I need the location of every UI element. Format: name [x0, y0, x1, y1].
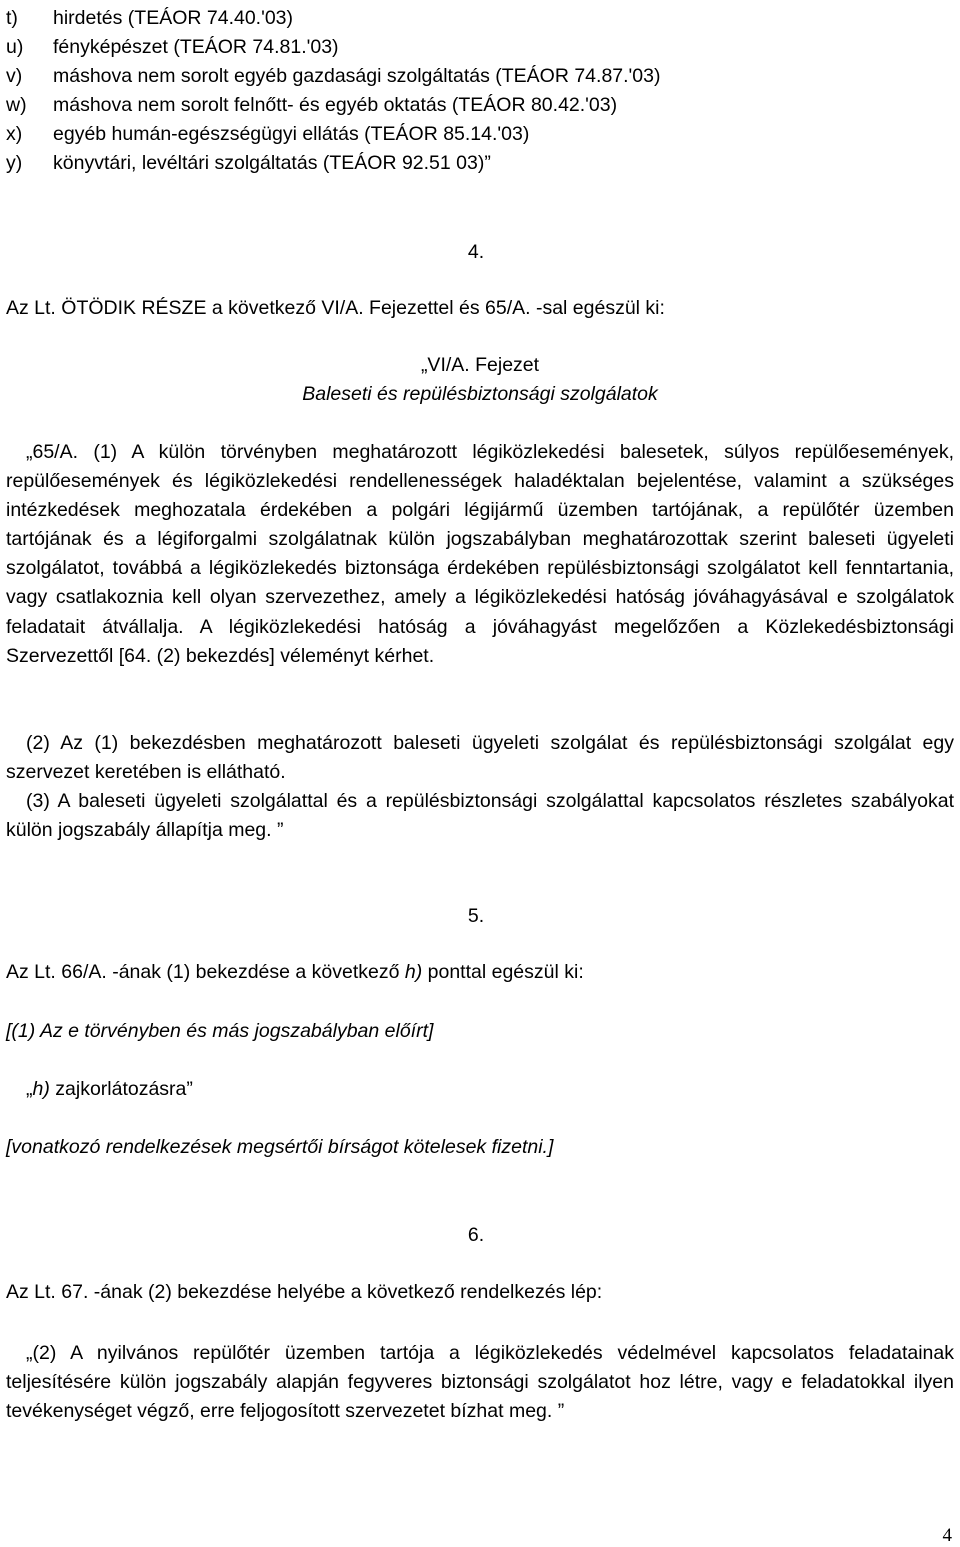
- section-5-context-before: [(1) Az e törvényben és más jogszabályban előírt]: [6, 1020, 434, 1042]
- paragraph-65a-1: „65/A. (1) A külön törvényben meghatározott légiközlekedési balesetek, súlyos repülőesemények, repülőesemények és légiközlekedési rendellenességek haladéktalan bejelentése, valamint a szükséges intézkedések meghozatala érdekében a polgári légijármű üzemben tartójának, a repülőtér üzemben tartójának és a légiforgalmi szolgálatnak külön jogszabályban meghatározottak szerint baleseti ügyeleti szolgálatot, továbbá a légiközlekedés biztonsága érdekében repülésbiztonsági szolgálatot kell fenntartania, vagy csatlakoznia kell olyan szervezethez, amely a légiközlekedési hatóság jóváhagyásával e szolgálatok feladatait átvállalja. A légiközlekedési hatóság a jóváhagyást megelőzően a Közlekedésbiztonsági Szervezettől [64. (2) bekezdés] véleményt kérhet.: [6, 441, 954, 667]
- paragraph-65a-2: (2) Az (1) bekezdésben meghatározott baleseti ügyeleti szolgálat és repülésbiztonsági szolgálat egy szervezet keretében is ellátható.: [6, 732, 954, 784]
- list-item: t) hirdetés (TEÁOR 74.40.'03): [6, 7, 293, 29]
- list-item: y) könyvtári, levéltári szolgáltatás (TEÁOR 92.51 03)”: [6, 152, 491, 174]
- teaor-list: [6, 4, 906, 178]
- section-4-intro: Az Lt. ÖTÖDIK RÉSZE a következő VI/A. Fejezettel és 65/A. -sal egészül ki:: [6, 297, 665, 319]
- paragraph-65a-3: (3) A baleseti ügyeleti szolgálattal és a repülésbiztonsági szolgálattal kapcsolatos részletes szabályokat külön jogszabály állapítja meg. ”: [6, 790, 954, 842]
- section-5-new-point: „h) zajkorlátozásra”: [26, 1078, 193, 1100]
- section-5-context-after: [vonatkozó rendelkezések megsértői bírságot kötelesek fizetni.]: [6, 1136, 554, 1158]
- chapter-title: Baleseti és repülésbiztonsági szolgálatok: [302, 383, 658, 405]
- section-6-intro: Az Lt. 67. -ának (2) bekezdése helyébe a következő rendelkezés lép:: [6, 1281, 603, 1303]
- chapter-heading: „VI/A. Fejezet: [420, 354, 540, 376]
- section-heading-6: 6.: [467, 1224, 485, 1246]
- section-heading-5: 5.: [467, 905, 485, 927]
- list-item: x) egyéb humán-egészségügyi ellátás (TEÁOR 85.14.'03): [6, 123, 530, 145]
- list-item: v) máshova nem sorolt egyéb gazdasági szolgáltatás (TEÁOR 74.87.'03): [6, 65, 661, 87]
- page-number: 4: [942, 1525, 952, 1546]
- list-item: w) máshova nem sorolt felnőtt- és egyéb oktatás (TEÁOR 80.42.'03): [6, 94, 618, 116]
- list-item: u) fényképészet (TEÁOR 74.81.'03): [6, 36, 339, 58]
- section-5-intro: Az Lt. 66/A. -ának (1) bekezdése a következő h) ponttal egészül ki:: [6, 961, 584, 983]
- section-heading-4: 4.: [467, 241, 485, 263]
- paragraph-67-2: „(2) A nyilvános repülőtér üzemben tartója a légiközlekedés védelmével kapcsolatos feladatainak teljesítésére külön jogszabály alapján fegyveres biztonsági szolgálatot hoz létre, vagy e feladatokkal ilyen tevékenységet végző, erre feljogosított szervezetet bízhat meg. ”: [6, 1342, 954, 1423]
